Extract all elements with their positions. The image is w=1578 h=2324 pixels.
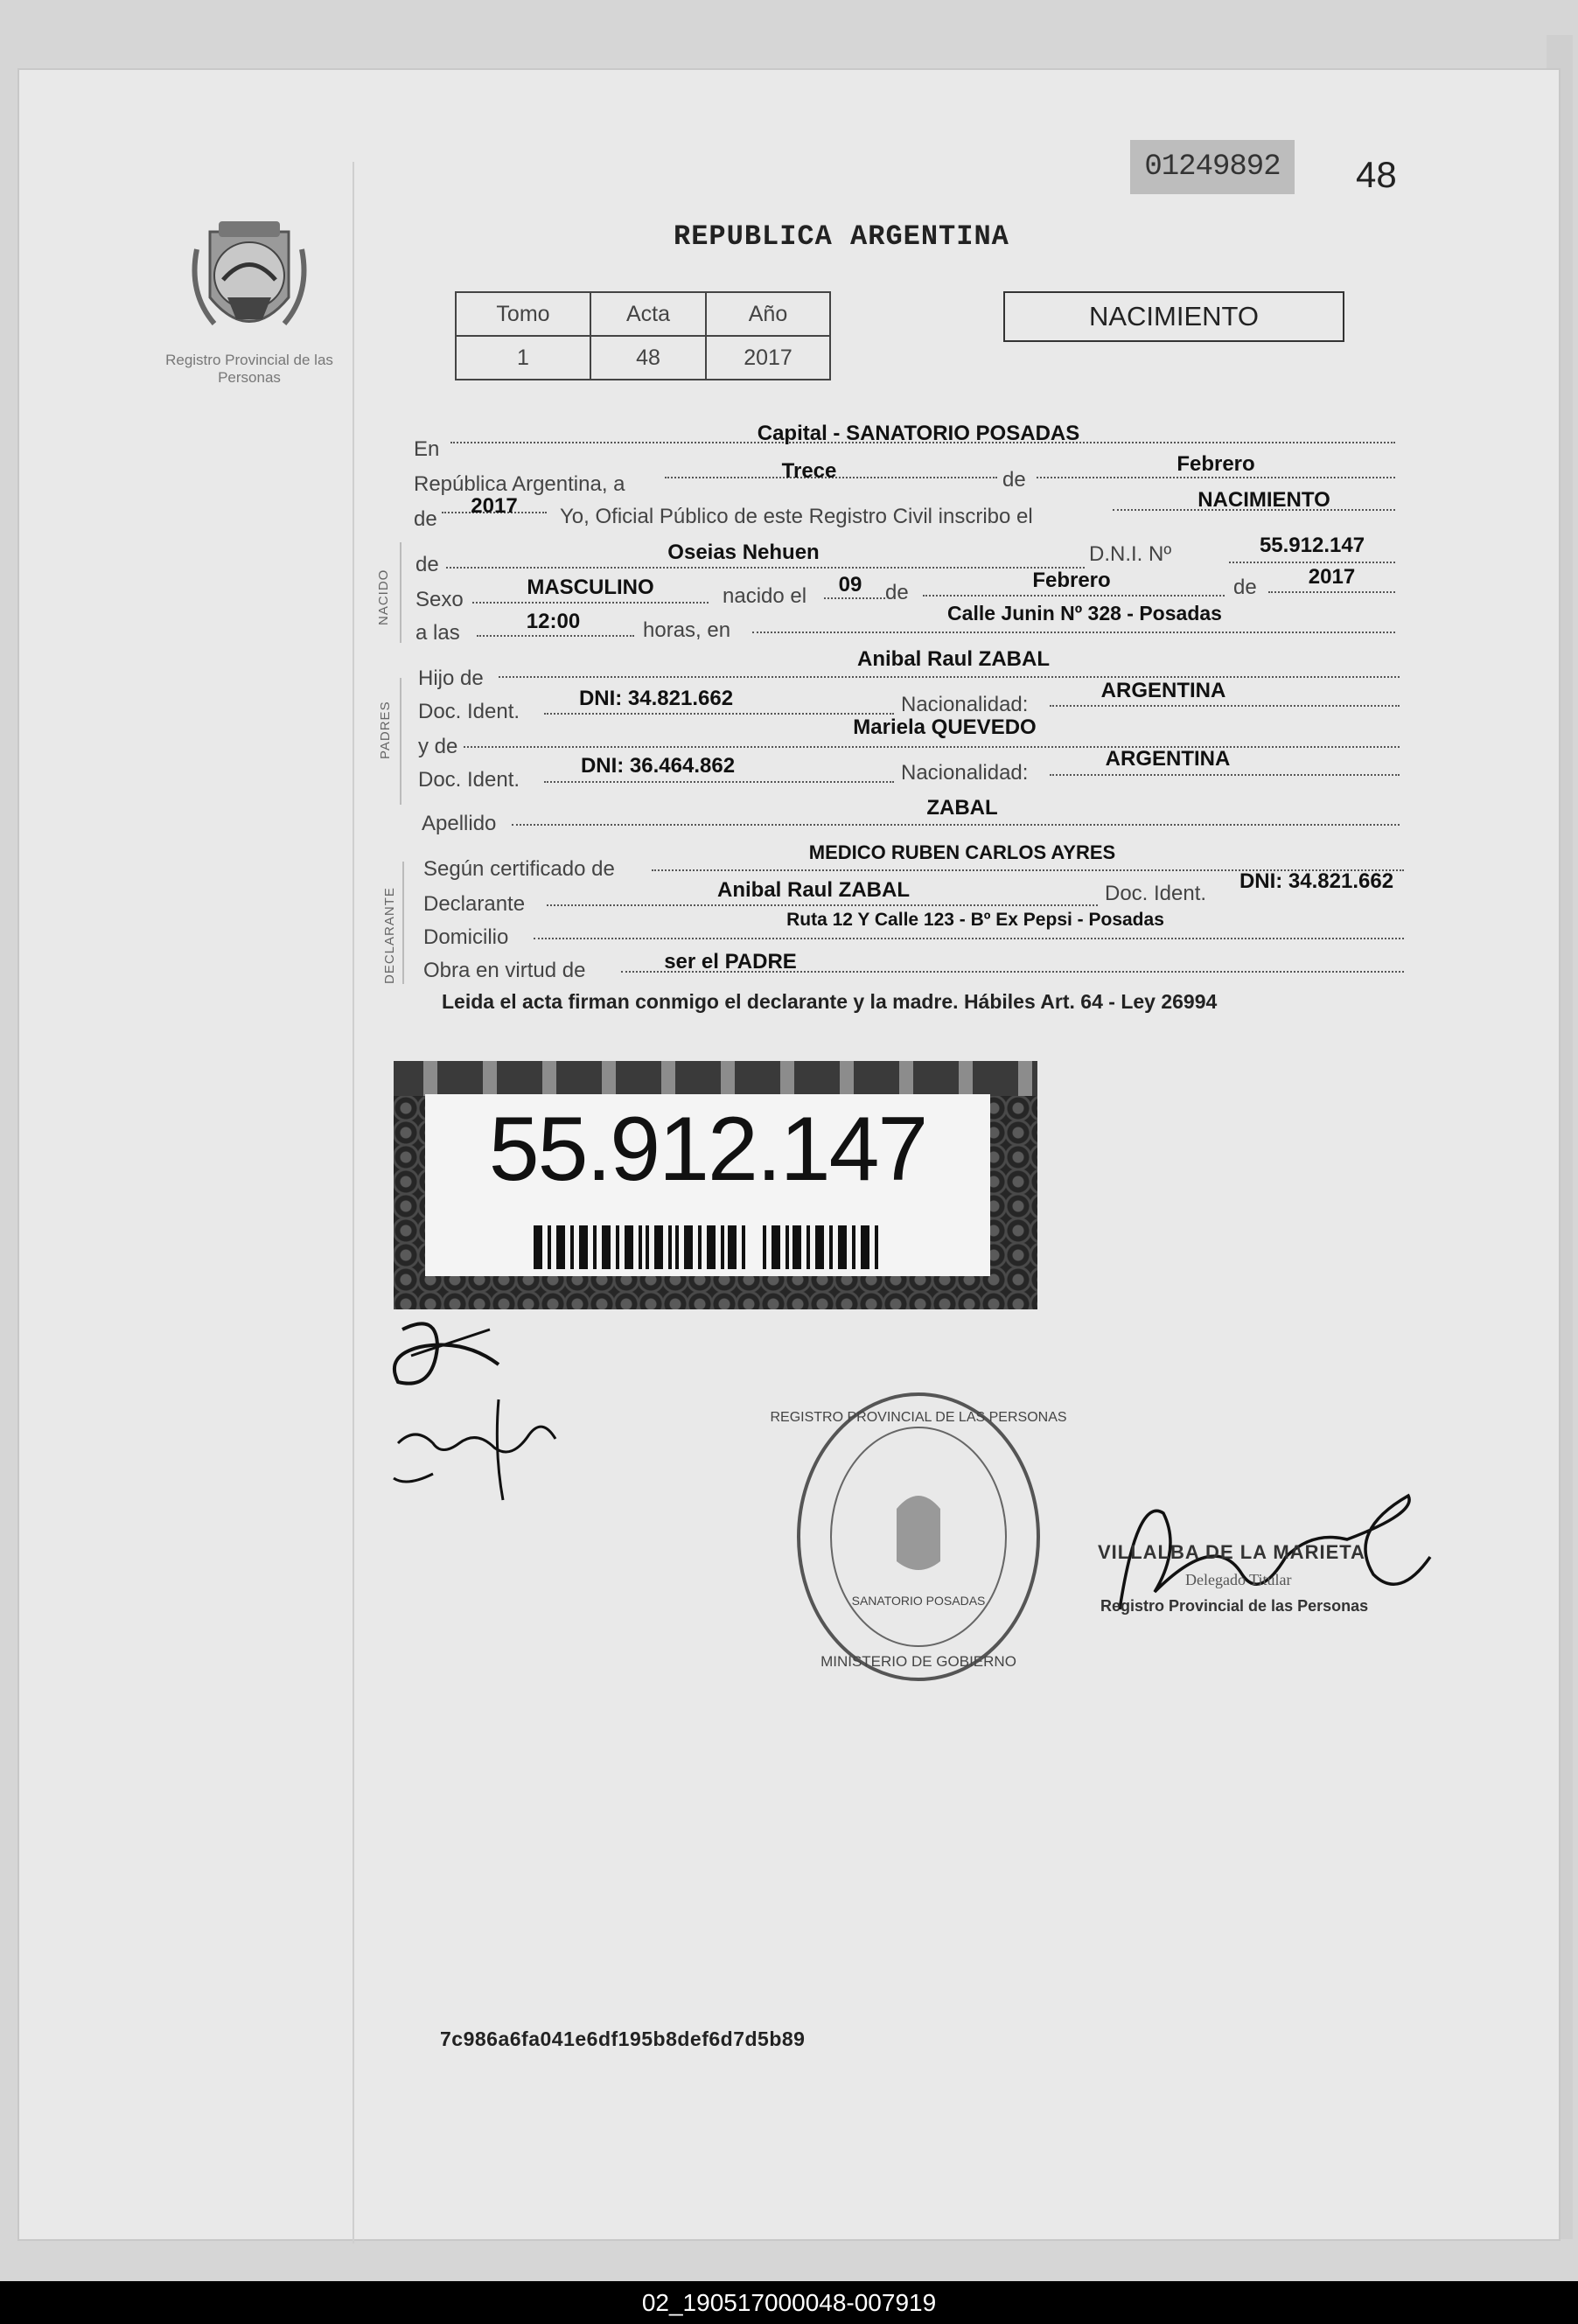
official-seal-icon <box>770 1386 1067 1688</box>
lugar-nac-value: Calle Junin Nº 328 - Posadas <box>947 602 1222 625</box>
document-hash: 7c986a6fa041e6df195b8def6d7d5b89 <box>440 2027 806 2050</box>
lugar-value: Capital - SANATORIO POSADAS <box>757 422 1080 445</box>
side-divider <box>402 862 404 984</box>
dni-value: 55.912.147 <box>1259 534 1365 557</box>
obra-label: Obra en virtud de <box>423 959 586 982</box>
nac-mes-value: Febrero <box>1032 569 1111 592</box>
madre-value: Mariela QUEVEDO <box>853 715 1037 739</box>
de-label-2: de <box>414 507 437 531</box>
signature-madre-icon <box>389 1391 573 1504</box>
doc-ident-label-2: Doc. Ident. <box>418 768 520 792</box>
obra-value: ser el PADRE <box>664 950 797 974</box>
acta-value-anio: 2017 <box>706 336 830 380</box>
dia-value: Trece <box>781 459 837 483</box>
acta-table <box>455 291 831 380</box>
side-label-nacido: NACIDO <box>376 569 391 625</box>
dotted-line <box>512 824 1400 826</box>
nacido-label: nacido el <box>723 584 807 608</box>
seal-text-center: SANATORIO POSADAS <box>851 1594 986 1608</box>
acta-table-header-row <box>456 292 830 336</box>
barcode-icon <box>534 1225 883 1269</box>
side-divider <box>400 542 401 643</box>
sticker-white-area <box>425 1094 990 1276</box>
province-logo-icon <box>179 214 319 354</box>
de-label-4: de <box>885 581 909 604</box>
dotted-line <box>547 904 1098 906</box>
anio-value: 2017 <box>471 494 518 518</box>
doc-ident-label: Doc. Ident. <box>418 700 520 723</box>
domicilio-value: Ruta 12 Y Calle 123 - Bº Ex Pepsi - Posadas <box>786 910 1164 930</box>
sticker-top-strip <box>394 1061 1037 1096</box>
margin-line <box>353 162 354 2244</box>
sexo-value: MASCULINO <box>527 576 654 599</box>
signature-declarante-icon <box>385 1312 507 1399</box>
official-role: Delegado Titular <box>1185 1571 1292 1588</box>
dotted-line <box>1229 562 1395 563</box>
declarante-value: Anibal Raul ZABAL <box>717 878 910 902</box>
dotted-line <box>1268 591 1395 593</box>
closing-statement: Leida el acta firman conmigo el declarante y la madre. Hábiles Art. 64 - Ley 26994 <box>442 990 1218 1013</box>
oficial-text: Yo, Oficial Público de este Registro Civil inscribo el <box>560 505 1033 528</box>
dotted-line <box>752 632 1395 633</box>
dotted-line <box>477 635 634 637</box>
hora-value: 12:00 <box>526 610 581 633</box>
de-label-3: de <box>415 553 439 576</box>
inscripcion-value: NACIMIENTO <box>1197 488 1330 512</box>
hijo-label: Hijo de <box>418 666 484 690</box>
y-de-label: y de <box>418 735 458 758</box>
nac-dia-value: 09 <box>838 573 862 597</box>
logo-caption: Registro Provincial de las Personas <box>165 352 333 386</box>
dotted-line <box>534 938 1404 939</box>
dni-label-sticker <box>394 1061 1037 1309</box>
dni-big-number: 55.912.147 <box>488 1099 927 1200</box>
padre-doc-value: DNI: 34.821.662 <box>578 687 734 710</box>
madre-doc-value: DNI: 36.464.862 <box>580 754 736 778</box>
sexo-label: Sexo <box>415 588 464 611</box>
acta-header-acta: Acta <box>590 292 706 336</box>
dotted-line <box>544 781 894 783</box>
document-title: REPUBLICA ARGENTINA <box>674 220 1009 253</box>
nacionalidad-label-2: Nacionalidad: <box>901 761 1029 785</box>
official-org: Registro Provincial de las Personas <box>1100 1597 1369 1615</box>
acta-header-anio: Año <box>706 292 830 336</box>
nombre-value: Oseias Nehuen <box>667 541 820 564</box>
apellido-value: ZABAL <box>926 796 998 820</box>
declarante-doc-value: DNI: 34.821.662 <box>1239 869 1394 893</box>
official-name: VILLALBA DE LA MARIETA <box>1098 1541 1365 1563</box>
side-label-padres: PADRES <box>378 701 393 759</box>
side-label-declarante: DECLARANTE <box>382 887 397 984</box>
republica-label: República Argentina, a <box>414 472 625 496</box>
mes-value: Febrero <box>1177 452 1255 476</box>
dotted-line <box>1050 774 1400 776</box>
seal-text-bottom: MINISTERIO DE GOBIERNO <box>820 1653 1016 1670</box>
padre-nac-value: ARGENTINA <box>1100 679 1226 702</box>
horas-en-label: horas, en <box>643 618 731 642</box>
declarante-label: Declarante <box>423 892 526 916</box>
nacionalidad-label: Nacionalidad: <box>901 693 1029 716</box>
padre-value: Anibal Raul ZABAL <box>857 647 1050 671</box>
seal-text-top: REGISTRO PROVINCIAL DE LAS PERSONAS <box>770 1410 1067 1425</box>
en-label: En <box>414 437 440 461</box>
filename-bar: 02_190517000048-007919 <box>0 2281 1578 2324</box>
madre-nac-value: ARGENTINA <box>1105 747 1231 771</box>
dotted-line <box>472 602 709 604</box>
a-las-label: a las <box>415 621 460 645</box>
dotted-line <box>544 713 894 715</box>
acta-value-tomo: 1 <box>456 336 590 380</box>
dotted-line <box>923 595 1225 597</box>
dotted-line <box>1050 705 1400 707</box>
dni-label: D.N.I. Nº <box>1089 542 1172 566</box>
dotted-line <box>499 676 1400 678</box>
apellido-label: Apellido <box>422 812 497 835</box>
dotted-line <box>824 597 885 599</box>
dotted-line <box>1037 477 1395 478</box>
de-label-5: de <box>1233 576 1257 599</box>
domicilio-label: Domicilio <box>423 925 509 949</box>
page-number: 48 <box>1356 154 1397 195</box>
doc-ident-label-3: Doc. Ident. <box>1105 882 1207 905</box>
side-divider <box>400 678 401 805</box>
certificado-label: Según certificado de <box>423 857 615 881</box>
nac-anio-value: 2017 <box>1308 565 1356 589</box>
certificado-value: MEDICO RUBEN CARLOS AYRES <box>808 841 1116 863</box>
serial-stamp: 01249892 <box>1130 140 1295 194</box>
acta-table-value-row <box>456 336 830 380</box>
act-type-box: NACIMIENTO <box>1003 291 1344 342</box>
de-label: de <box>1002 468 1026 492</box>
acta-value-acta: 48 <box>590 336 706 380</box>
acta-header-tomo: Tomo <box>456 292 590 336</box>
